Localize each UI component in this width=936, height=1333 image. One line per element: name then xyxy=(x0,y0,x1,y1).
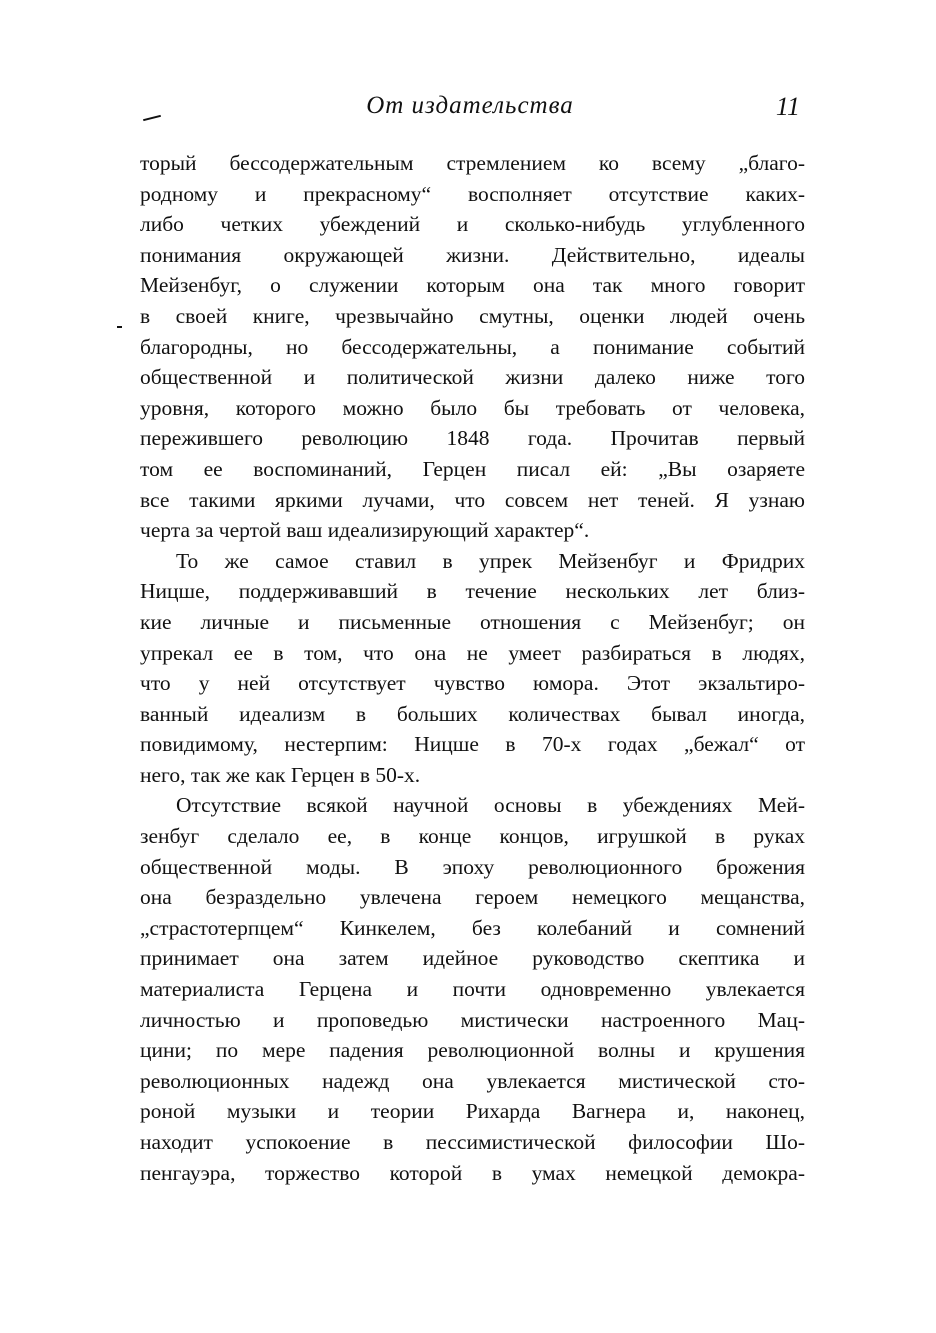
text-line: торый бессодержательным стремлением ко всему „благо- xyxy=(140,151,805,175)
text-line: принимает она затем идейное руководство скептика и xyxy=(140,946,805,971)
text-line: „страстотерпцем“ Кинкелем, без колебаний и сомнений xyxy=(140,915,805,940)
text-line: либо четких убеждений и сколько-нибудь углубленного xyxy=(140,212,805,237)
text-line: все такими яркими лучами, что совсем нет теней. Я узнаю xyxy=(140,487,805,512)
text-line: находит успокоение в пессимистической философии Шо- xyxy=(140,1130,805,1154)
text-line: благородны, но бессодержательны, а понимание событий xyxy=(140,334,805,359)
running-title: От издательства xyxy=(366,92,574,119)
text-line: пережившего революцию 1848 года. Прочитав первый xyxy=(140,426,805,451)
text-line: Ницше, поддерживавший в течение нескольких лет близ- xyxy=(140,579,805,604)
text-line: том ее воспоминаний, Герцен писал ей: „Вы озаряете xyxy=(140,456,805,481)
text-line: повидимому, нестерпим: Ницше в 70-х годах „бежал“ от xyxy=(140,732,805,757)
text-line: зенбуг сделало ее, в конце концов, игрушкой в руках xyxy=(140,824,805,849)
text-line: черта за чертой ваш идеализирующий характер“. xyxy=(140,518,590,543)
body-text xyxy=(140,148,805,1188)
text-line: уровня, которого можно было бы требовать от человека, xyxy=(140,395,805,420)
paragraph xyxy=(140,790,805,1188)
text-line: То же самое ставил в упрек Мейзенбуг и Фридрих xyxy=(176,548,805,573)
text-line: ванный идеализм в больших количествах бывал иногда, xyxy=(140,701,805,726)
print-mark xyxy=(117,326,122,328)
text-line: общественной моды. В эпоху революционного брожения xyxy=(140,854,805,879)
text-line: понимания окружающей жизни. Действительно, идеалы xyxy=(140,242,805,267)
text-line: пенгауэра, торжество которой в умах немецкой демокра- xyxy=(140,1160,805,1185)
text-line: в своей книге, чрезвычайно смутны, оценки людей очень xyxy=(140,303,805,328)
paragraph xyxy=(140,546,805,791)
text-line: него, так же как Герцен в 50-х. xyxy=(140,762,421,787)
page-header xyxy=(140,92,800,126)
text-line: упрекал ее в том, что она не умеет разбираться в людях, xyxy=(140,640,805,665)
paragraph xyxy=(140,148,805,546)
text-line: цини; по мере падения революционной волны и крушения xyxy=(140,1038,805,1063)
page-number: 11 xyxy=(775,92,800,121)
text-line: Отсутствие всякой научной основы в убеждениях Мей- xyxy=(176,793,805,818)
text-line: личностью и проповедью мистически настроенного Мац- xyxy=(140,1007,805,1032)
text-line: общественной и политической жизни далеко ниже того xyxy=(140,365,805,390)
text-line: революционных надежд она увлекается мистической сто- xyxy=(140,1068,805,1093)
text-line: родному и прекрасному“ восполняет отсутствие каких- xyxy=(140,181,805,206)
text-line: она безраздельно увлечена героем немецкого мещанства, xyxy=(140,885,805,910)
text-line: что у ней отсутствует чувство юмора. Этот экзальтиро- xyxy=(140,671,805,696)
text-line: кие личные и письменные отношения с Мейзенбуг; он xyxy=(140,609,805,634)
text-line: Мейзенбуг, о служении которым она так много говорит xyxy=(140,273,805,298)
text-line: материалиста Герцена и почти одновременно увлекается xyxy=(140,977,805,1002)
text-line: роной музыки и теории Рихарда Вагнера и, наконец, xyxy=(140,1099,805,1124)
